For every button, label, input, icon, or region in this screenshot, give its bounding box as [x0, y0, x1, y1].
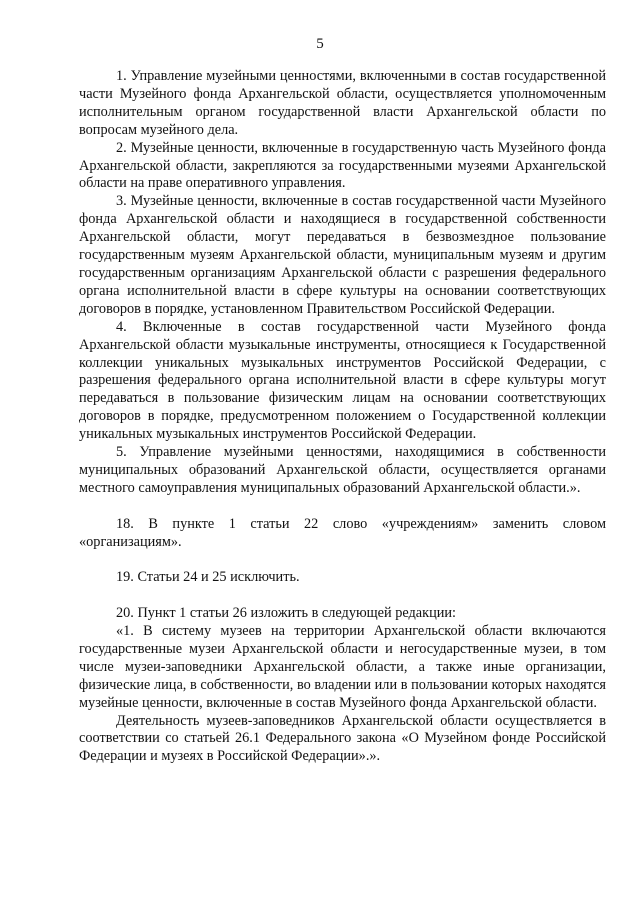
paragraph-item-2: 2. Музейные ценности, включенные в государственную часть Музейного фонда Архангельской области, закрепляются за государственными музеями Архангельской области на праве оперативного управления. [79, 139, 606, 192]
paragraph-item-3: 3. Музейные ценности, включенные в состав государственной части Музейного фонда Архангельской области и находящиеся в государственной собственности Архангельской области, могут передаваться в безвозмездное пользование государственным музеям Архангельской области, муниципальным музеям и другим государственным организациям Архангельской области с разрешения федерального органа исполнительной власти в сфере культуры на основании соответствующих договоров в порядке, установленном Правительством Российской Федерации. [79, 193, 606, 317]
document-body [79, 68, 606, 766]
paragraph-item-5: 5. Управление музейными ценностями, находящимися в собственности муниципальных образований Архангельской области, осуществляется органами местного самоуправления муниципальных образований Архангельской области.». [79, 444, 606, 496]
paragraph-item-4: 4. Включенные в состав государственной части Музейного фонда Архангельской области музыкальные инструменты, относящиеся к Государственной коллекции уникальных музыкальных инструментов Российской Федерации, с разрешения федерального органа исполнительной власти в сфере культуры могут передаваться в пользование физическим лицам на основании соответствующих договоров в порядке, предусмотренном положением о Государственной коллекции уникальных музыкальных инструментов Российской Федерации. [79, 318, 606, 443]
paragraph-spacer [79, 498, 606, 516]
paragraph-spacer [79, 551, 606, 569]
quoted-paragraph-2: Деятельность музеев-заповедников Архангельской области осуществляется в соответствии со статьей 26.1 Федерального закона «О Музейном фонде Российской Федерации и музеях в Российской Федерации».». [79, 712, 606, 765]
paragraph-spacer [79, 587, 606, 605]
paragraph-item-20: 20. Пункт 1 статьи 26 изложить в следующей редакции: [116, 605, 457, 622]
paragraph-item-19: 19. Статьи 24 и 25 исключить. [116, 569, 300, 586]
page-number: 5 [316, 36, 324, 52]
paragraph-item-1: 1. Управление музейными ценностями, включенными в состав государственной части Музейного фонда Архангельской области, осуществляется уполномоченным исполнительным органом государственной власти Архангельской области по вопросам музейного дела. [79, 68, 606, 138]
quoted-paragraph-1: «1. В систему музеев на территории Архангельской области включаются государственные музеи Архангельской области и негосударственные музеи, в том числе музеи-заповедники Архангельской области, а также иные организации, физические лица, в собственности, во владении или в пользовании которых находятся музейные ценности, включенные в состав Музейного фонда Архангельской области. [79, 623, 606, 711]
paragraph-item-18: 18. В пункте 1 статьи 22 слово «учреждениям» заменить словом «организациям». [79, 515, 606, 550]
